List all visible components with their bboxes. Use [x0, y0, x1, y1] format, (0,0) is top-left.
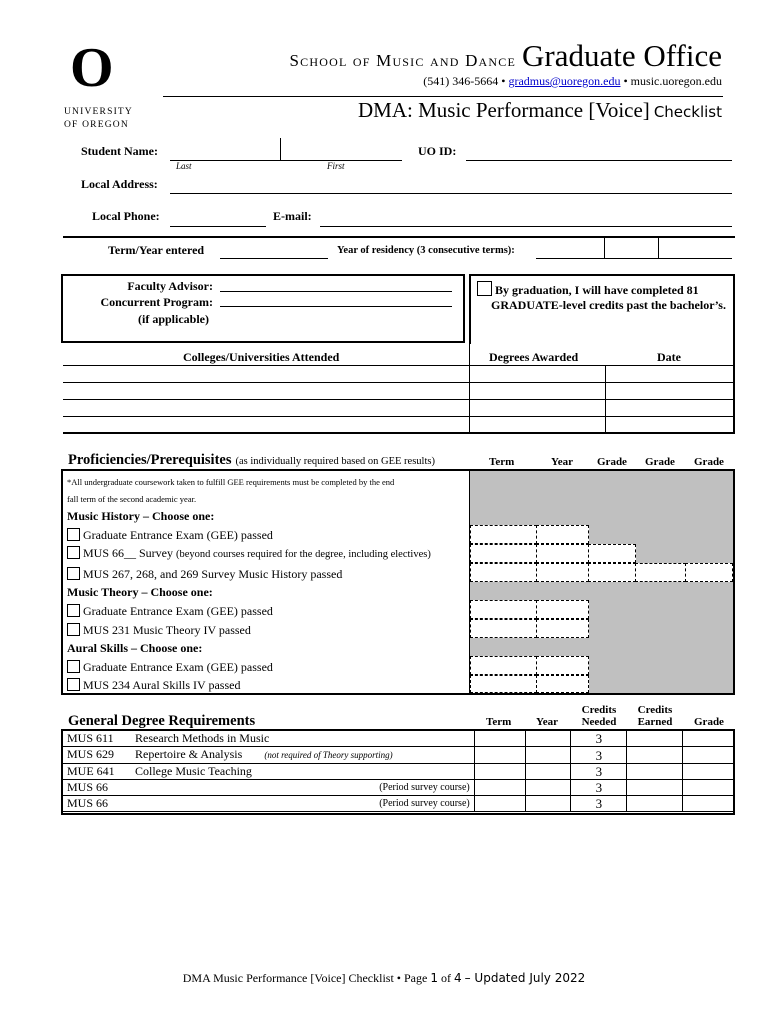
course-right-note: (Period survey course) — [379, 782, 470, 793]
checkbox[interactable] — [67, 546, 80, 559]
checkbox[interactable] — [67, 567, 80, 580]
gen-header-earned: Credits Earned — [637, 704, 673, 728]
concurrent-label: Concurrent Program: — [100, 295, 213, 309]
site-text: • music.uoregon.edu — [623, 74, 722, 88]
page-title: DMA: Music Performance [Voice] Checklist — [358, 98, 722, 122]
gen-header-term: Term — [486, 716, 512, 728]
checkbox[interactable] — [67, 660, 80, 673]
prof-header-term: Term — [489, 456, 515, 468]
student-name-label: Student Name: — [81, 144, 158, 158]
credits-earned-cell[interactable] — [627, 747, 683, 764]
course-code: MUS 611 — [67, 731, 114, 745]
prof-list — [67, 507, 431, 695]
history-item-267[interactable]: MUS 267, 268, and 269 Survey Music History passed — [67, 565, 431, 584]
theory-item-gee[interactable]: Graduate Entrance Exam (GEE) passed — [67, 602, 431, 621]
logo-line2: OF OREGON — [64, 120, 129, 130]
course-name: College Music Teaching — [135, 764, 252, 778]
history-item-survey[interactable]: MUS 66__ Survey (beyond courses required for the degree, including electives) — [67, 544, 431, 565]
colleges-header: Colleges/Universities Attended — [183, 350, 340, 364]
table-row — [63, 747, 734, 764]
grade-cell[interactable] — [683, 747, 734, 764]
history-item-gee[interactable]: Graduate Entrance Exam (GEE) passed — [67, 526, 431, 545]
term-cell[interactable] — [474, 796, 525, 812]
grade-cell[interactable] — [683, 796, 734, 812]
theory-title: Music Theory – Choose one: — [67, 585, 213, 600]
student-name-field[interactable] — [170, 160, 402, 161]
term-cell[interactable] — [474, 731, 525, 747]
course-code: MUS 66 — [67, 796, 109, 810]
course-cell — [63, 796, 475, 812]
aural-item-234[interactable]: MUS 234 Aural Skills IV passed — [67, 676, 431, 695]
contact-line — [423, 74, 722, 89]
table-row — [63, 731, 734, 747]
faculty-advisor-label: Faculty Advisor: — [127, 279, 213, 293]
first-caption: First — [327, 161, 345, 171]
date-header: Date — [657, 350, 681, 364]
graduation-checkbox[interactable] — [477, 281, 492, 296]
theory-item-231[interactable]: MUS 231 Music Theory IV passed — [67, 621, 431, 640]
office-name: Graduate Office — [522, 38, 722, 73]
footer: DMA Music Performance [Voice] Checklist • Page 1 of 4 – Updated July 2022 — [182, 971, 586, 985]
last-caption: Last — [176, 161, 192, 171]
grade-cell[interactable] — [683, 731, 734, 747]
header-divider — [163, 96, 723, 97]
term-cell[interactable] — [474, 780, 525, 796]
course-name: Repertoire & Analysis — [135, 747, 243, 761]
prof-header-year: Year — [551, 456, 573, 468]
address-label: Local Address: — [81, 177, 158, 191]
residency-label: Year of residency (3 consecutive terms): — [337, 245, 515, 256]
term-divider — [63, 236, 735, 238]
course-code: MUE 641 — [67, 764, 115, 778]
gen-header-needed: Credits Needed — [581, 704, 617, 728]
course-cell — [63, 747, 475, 764]
graduation-statement: By graduation, I will have completed 81 GRADUATE-level credits past the bachelor’s. — [477, 281, 726, 313]
term-cell[interactable] — [474, 764, 525, 780]
prof-header-grade1: Grade — [597, 456, 627, 468]
checkbox[interactable] — [67, 623, 80, 636]
year-cell[interactable] — [525, 764, 571, 780]
table-row — [63, 764, 734, 780]
phone-label: Local Phone: — [92, 209, 160, 223]
year-cell[interactable] — [525, 747, 571, 764]
course-note: (not required of Theory supporting) — [264, 750, 393, 760]
credits-needed-cell: 3 — [571, 764, 627, 780]
proficiencies-title-row: Proficiencies/Prerequisites (as individually required based on GEE results) — [68, 452, 435, 468]
table-row — [63, 796, 734, 812]
course-name: Research Methods in Music — [135, 731, 270, 745]
year-cell[interactable] — [525, 796, 571, 812]
faculty-advisor-field[interactable] — [220, 291, 452, 292]
checkbox[interactable] — [67, 528, 80, 541]
checkbox[interactable] — [67, 604, 80, 617]
credits-earned-cell[interactable] — [627, 764, 683, 780]
applicable-note: (if applicable) — [138, 312, 209, 326]
prof-header-grade2: Grade — [645, 456, 675, 468]
course-cell — [63, 731, 475, 747]
phone-field[interactable] — [170, 226, 266, 227]
credits-earned-cell[interactable] — [627, 731, 683, 747]
email-label: E-mail: — [273, 209, 312, 223]
general-title: General Degree Requirements — [68, 713, 256, 729]
phone-text: (541) 346-5664 • — [423, 74, 506, 88]
aural-title: Aural Skills – Choose one: — [67, 641, 203, 656]
grade-cell[interactable] — [683, 780, 734, 796]
credits-needed-cell: 3 — [571, 747, 627, 764]
header-title-row — [290, 38, 723, 74]
grade-cell[interactable] — [683, 764, 734, 780]
degrees-header: Degrees Awarded — [489, 350, 579, 364]
year-cell[interactable] — [525, 731, 571, 747]
term-label: Term/Year entered — [108, 243, 205, 257]
history-title: Music History – Choose one: — [67, 509, 215, 523]
prof-header-grade3: Grade — [694, 456, 724, 468]
gen-header-grade: Grade — [694, 716, 724, 728]
credits-needed-cell: 3 — [571, 780, 627, 796]
email-field[interactable] — [320, 226, 732, 227]
gen-header-year: Year — [536, 716, 558, 728]
course-cell — [63, 780, 475, 796]
credits-earned-cell[interactable] — [627, 796, 683, 812]
logo-mark: O — [70, 37, 114, 99]
term-field[interactable] — [220, 258, 328, 259]
general-table — [62, 730, 734, 812]
uoid-label: UO ID: — [418, 144, 457, 158]
prof-note: *All undergraduate coursework taken to fulfill GEE requirements must be completed by the end fall term of the second academic year. — [67, 477, 395, 504]
aural-item-gee[interactable]: Graduate Entrance Exam (GEE) passed — [67, 658, 431, 677]
course-cell — [63, 764, 475, 780]
credits-needed-cell: 3 — [571, 796, 627, 812]
logo-line1: UNIVERSITY — [64, 107, 133, 117]
residency-field[interactable] — [536, 258, 732, 259]
checkbox[interactable] — [67, 678, 80, 691]
course-right-note: (Period survey course) — [379, 798, 470, 809]
term-cell[interactable] — [474, 747, 525, 764]
school-name: School of Music and Dance — [289, 51, 517, 70]
uoid-field[interactable] — [466, 160, 732, 161]
course-code: MUS 66 — [67, 780, 109, 794]
concurrent-field[interactable] — [220, 306, 452, 307]
address-field[interactable] — [170, 193, 732, 194]
year-cell[interactable] — [525, 780, 571, 796]
email-link[interactable]: gradmus@uoregon.edu — [508, 74, 621, 88]
course-code: MUS 629 — [67, 747, 115, 761]
credits-needed-cell: 3 — [571, 731, 627, 747]
credits-earned-cell[interactable] — [627, 780, 683, 796]
table-row — [63, 780, 734, 796]
